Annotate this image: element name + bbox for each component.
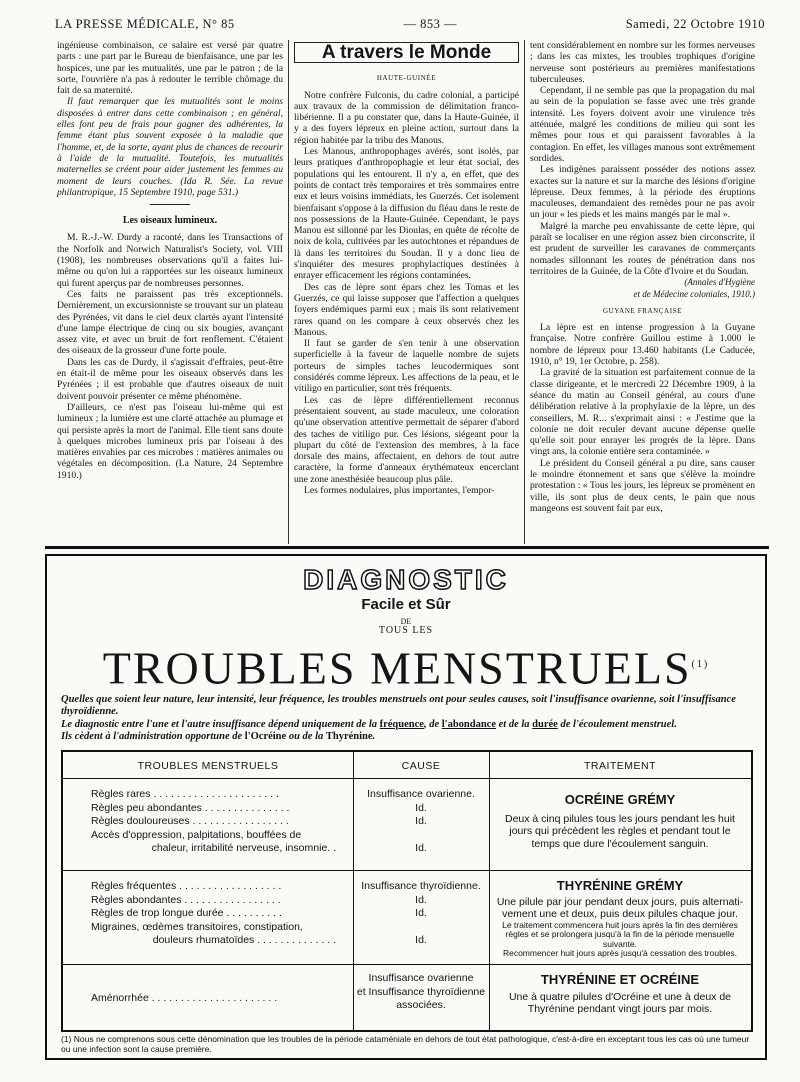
symptom: Règles rares . . . . . . . . . . . . . . . . . . . . . . [91,788,279,800]
product-name: THYRÉNINE GRÉMY [556,878,684,893]
symptom: Règles peu abondantes . . . . . . . . . . . . . . . [91,801,290,814]
cause-combined [353,972,489,1013]
cause-text: Id. [415,801,427,814]
paragraph: Notre confrère Fulconis, du cadre colonial, a participé aux travaux de la commission de délimitation franco-libérienne. Il a pu constater que, dans la Haute-Guinée, il y a des foyers lépreux en pleine action, surtout dans la région habitée par la tribu des Manous. [294,89,519,146]
paragraph: Les formes nodulaires, plus importantes, l'empor- [304,484,495,496]
keyword-duree: durée [532,719,558,730]
dosage-line: Le traitement commencera huit jours après la fin des dernières [502,919,738,930]
cause-text: Insuffisance thyroïdienne. [361,880,481,892]
paragraph: Les indigènes paraissent posséder des notions assez exactes sur la nature et sur la marche des lésions d'origine lépreuse. Deux femmes, à la période des éruptions maculeuses, demandaient des remèdes pour ne pas avoir un jour « les pieds et les mains mangés par le mal ». [530,164,755,221]
treatment-thyrenine [489,880,751,959]
symptom: Migraines, œdèmes transitoires, constipation, [91,920,303,933]
page-header [55,17,765,35]
paragraph: tent considérablement en nombre sur les formes nerveuses ; dans les cas mixtes, les troubles trophiques d'origine nerveuse sont postérieurs au premières manifestations tuberculeuses. [530,40,755,85]
cause-text: associées. [396,999,446,1011]
paragraph: Les cas de lèpre différentiellement reconnus présentaient souvent, au stade maculeux, une coloration qu'une observation attentive permettait de séparer d'abord des taches de vitiligo pur. Ces lésions, siégeant pour la plupart du côté de l'extension des membres, à la face dorsale des mains, affectaient, en dehors de tout autre caractère, la forme d'anneaux érythémateux encerclant une zone anesthésiée beaucoup plus pâle. [294,394,519,485]
paragraph: La gravité de la situation est parfaitement connue de la classe dirigeante, et le mercredi 22 Décembre 1909, à la séance du matin au Conseil général, au cours d'une délibération relative à la prophylaxie de la lèpre, un des conseillers, M. R... s'exprimait ainsi : « J'estime que la colonie ne doit reculer devant aucune dépense quelle qu'elle soit pour enrayer les progrès de la lèpre. Dans vingt ans, la colonie entière sera contaminée. » [530,367,755,458]
ad-subheading: Facile et Sûr [361,596,451,613]
citation: et de Médecine coloniales, 1910.) [633,288,755,299]
product-thyrenine: Thyrénine [325,731,373,742]
cause-text: Id. [415,815,427,827]
paragraph: D'ailleurs, ce n'est pas l'oiseau lui-même qui est lumineux ; la lumière est une clarté attachée au plumage et qui persiste après la mort de l'animal. Elle tient sans doute à quelques microbes lumineux pris par l'oiseau à des matières envahies par ces microbes : matières animales ou végétales en décomposition. (La Nature, 24 Septembre 1910.) [57,401,283,481]
text-run: . [372,731,376,742]
symptom: chaleur, irritabilité nerveuse, insomnie. . [151,842,336,854]
column-2 [288,40,524,544]
cause-text: Insuffisance ovarienne [368,972,474,984]
symptom-list-ovarian [91,788,336,856]
row-divider [63,964,751,965]
product-name: OCRÉINE GRÉMY [564,792,676,807]
dosage-line: Une à quatre pilules d'Ocréine et une à deux de [508,990,732,1003]
cause-thyroid [353,880,489,947]
product-ocreine: l'Ocréine [244,731,287,742]
symptom: Accès d'oppression, palpitations, bouffées de [91,828,302,841]
ad-tous-les-label: TOUS LES [378,625,434,636]
text-run: et de la [496,719,533,730]
text-run: Le diagnostic entre l'une et l'autre insuffisance dépend uniquement de la [61,719,380,730]
ad-de-label: DE [400,617,412,626]
column-3 [524,40,760,544]
cause-ovarian [353,788,489,855]
dosage-line: Thyrénine pendant vingt jours par mois. [527,1003,713,1015]
product-name: THYRÉNINE ET OCRÉINE [540,972,700,987]
column-1 [52,40,288,544]
issue-date: Samedi, 22 Octobre 1910 [625,17,765,31]
page-number: — 853 — [403,17,457,31]
treatment-combined [489,974,751,1016]
header-divider [63,778,751,779]
region-heading: HAUTE-GUINÉE [376,74,437,83]
paragraph: Dans les cas de Durdy, il s'agissait d'effraies, peut-être en était-il de même pour les oiseaux observés dans les Pyrénées ; il est probable que d'autres oiseaux de nuit doivent pouvoir présenter ce même phénomène. [57,356,283,402]
paragraph: Cependant, il ne semble pas que la propagation du mal au sein de la population se fasse avec une très grande intensité. Les foyers doivent avoir une virulence très atténuée, malgré les conditions de milieu qui sont les mêmes pour tous et qui paraissent favorables à la contagion. En effet, les villages manous sont extrêmement sordides. [530,85,755,164]
dosage-line: règles et se prolongera jusqu'à la fin de la période mensuelle [505,929,735,939]
paragraph: La lèpre est en intense progression à la Guyane française. Notre confrère Guillou estime à 1.000 le nombre de lépreux pour 13.460 habitants (Le Caducée, 1910, n° 19, 1er Octobre, p. 258). [530,322,755,368]
header-traitement: TRAITEMENT [583,760,657,772]
keyword-frequence: fréquence [379,719,424,730]
symptom-list-combined [91,992,277,1006]
divider [150,204,190,205]
ad-title-text: TROUBLES MENSTRUELS [102,642,692,694]
dosage-line: jours qui précèdent les règles et pendant tout le [509,825,731,837]
dosage-line: Recommencer huit jours après jusqu'à cessation des troubles. [502,948,738,958]
symptom-list-thyroid [91,880,336,948]
footnote-marker: (1) [691,659,710,670]
treatment-ocreine [489,794,751,850]
paragraph: Il faut se garder de s'en tenir à une observation superficielle à la faveur de laquelle nombre de sujets porteurs de simples taches leucodermiques sont considérés comme lépreux. Les affections de la peau, et le vitiligo en particulier, sont très fréquents. [294,338,519,395]
cause-text: Id. [415,893,427,906]
advertisement-box [45,554,767,1060]
ad-main-title [47,640,765,693]
dosage-line: vement une et deux, puis deux pilules chaque jour. [502,908,738,920]
paragraph: Le président du Conseil général a pu dire, sans causer le moindre étonnement et sans que s'élève la moindre protestation : « Tous les jours, les lépreux se promènent en ville, ils sont plus de deux cents, le pain que nous mangeons est souvent fait par eux, [530,457,755,514]
ad-intro-paragraph: Quelles que soient leur nature, leur intensité, leur fréquence, les troubles menstruels ont pour seules causes, soit l'insuffisance ovarienne, soit l'insuffisance thyroïdienne. [61,694,736,717]
treatment-table [61,750,753,1032]
paragraph: Malgré la marche peu envahissante de cette lèpre, qui paraît se localiser en une région assez bien circonscrite, il est prudent de surveiller les caravanes de commerçants nomades sillonnant les routes de pénétration dans nos territoires de la Guinée, de la Côte d'Ivoire et du Soudan. [530,220,755,277]
cause-text: et Insuffisance thyroïdienne [356,985,486,998]
cause-text: Id. [415,841,427,854]
ad-diagnosis-paragraph [61,719,751,743]
text-run: Ils cèdent à l'administration opportune de [61,731,245,742]
symptom: Règles douloureuses . . . . . . . . . . . . . . . . . [91,815,289,827]
region-heading: GUYANE FRANÇAISE [602,306,683,315]
cause-text: Id. [415,933,427,946]
column-title-box: A travers le Monde [294,42,519,63]
paragraph: ingénieuse combinaison, ce salaire est versé par quatre parts : une part par le Bureau de bienfaisance, une par les hospices, une par les mutualités, une par le patron ; de la sorte, l'ouvrière n'a pas à redouter le terrible chômage du fait de sa maternité. [57,40,283,97]
header-troubles: TROUBLES MENSTRUELS [137,760,279,772]
citation: (Annales d'Hygiène [684,277,755,288]
paragraph: Ces faits ne paraissent pas très exceptionnels. Dernièrement, un excursionniste se trouvant sur un plateau des Pyrénées, vit dans le ciel deux clartés ayant l'intensité d'une lampe électrique de cinq ou six bougies, avançant assez vite, et avec un bruit de fort renflement. C'étaient des oiseaux de la grosseur d'une forte poule. [57,288,283,357]
dosage-line: temps que dure l'écoulement sanguin. [531,837,709,850]
symptom: douleurs rhumatoïdes . . . . . . . . . . . . . . [152,934,336,946]
ad-diagnostic-heading: DIAGNOSTIC [303,564,509,595]
symptom: Règles abondantes . . . . . . . . . . . . . . . . . [91,893,281,906]
text-run: de l'écoulement menstruel. [557,719,677,730]
symptom: Aménorrhée . . . . . . . . . . . . . . . . . . . . . . [91,992,278,1004]
journal-title: LA PRESSE MÉDICALE, N° 85 [55,17,235,31]
row-divider [63,870,751,871]
paragraph: M. R.-J.-W. Durdy a raconté, dans les Transactions of the Norfolk and Norwich Naturalist's Society, vol. VIII (1908), les nombreuses observations qu'il a faites lui-même ou qu'on lui a rapportées sur les oiseaux lumineux qui furent aperçus par de nombreuses personnes. [57,232,283,289]
keyword-abondance: l'abondance [441,719,496,730]
symptom: Règles de trop longue durée . . . . . . . . . . [91,907,282,919]
paragraph: Les Manous, anthropophages avérés, sont isolés, par leurs pratiques d'anthropophagie et leur état social, des populations qui les entourent. Il n'y a, en effet, que des points de contact très temporaires et très sommaires entre eux et leurs voisins immédiats, les Guerzés. Cet isolement bienfaisant s'oppose à la diffusion du fléau dans le reste de nos possessions de la Haute-Guinée. Cependant, le pays Manou est sillonné par les Dioulas, en quête de récolte de noix de kola, cultivées par les autochtones et répandues de là dans les territoires du Soudan. Il y a donc lieu de s'inquiéter des mesures prophylactiques destinées à enrayer efficacement les régions contaminées. [294,146,519,282]
paragraph: Il faut remarquer que les mutualités sont le moins disposées à entrer dans cette combinaison ; en général, elles font peu de frais pour gagner des adhérentes, la femme étant plus souvent exposée à la maladie que l'homme, et, de la sorte, ayant plus de chances de recourir à l'aide de la mutualité. Toutefois, les mutualités maternelles se créent pour aider justement les femmes au moment de leurs couches. (Ida R. Sée. La revue philantropique, 15 Septembre 1910, page 531.) [57,96,283,198]
text-run: ou de la [286,731,326,742]
dosage-line: Une pilule par jour pendant deux jours, puis alternati- [496,895,744,908]
ad-separator-rule [45,546,769,549]
section-heading: Les oiseaux lumineux. [122,215,218,227]
article-columns [52,40,774,544]
header-cause: CAUSE [401,760,441,772]
cause-text: Id. [415,907,427,919]
dosage-line: suivante. [602,938,638,949]
text-run: , de [423,719,442,730]
dosage-line: Deux à cinq pilules tous les jours pendant les huit [505,812,735,825]
symptom: Règles fréquentes . . . . . . . . . . . . . . . . . . [91,880,282,892]
paragraph: Des cas de lèpre sont épars chez les Tomas et les Guerzés, ce qui laisse supposer que l'affection a quelques foyers endémiques parmi eux ; mais ils sont relativement rares quand on les compare à ceux observés chez les Manous. [294,281,519,338]
ad-footnote: (1) Nous ne comprenons sous cette dénomination que les troubles de la période cataméniale en dehors de tout état pathologique, c'est-à-dire en exceptant tous les cas où une tumeur ou une infection sont la cause première. [61,1034,750,1054]
cause-text: Insuffisance ovarienne. [367,788,475,800]
